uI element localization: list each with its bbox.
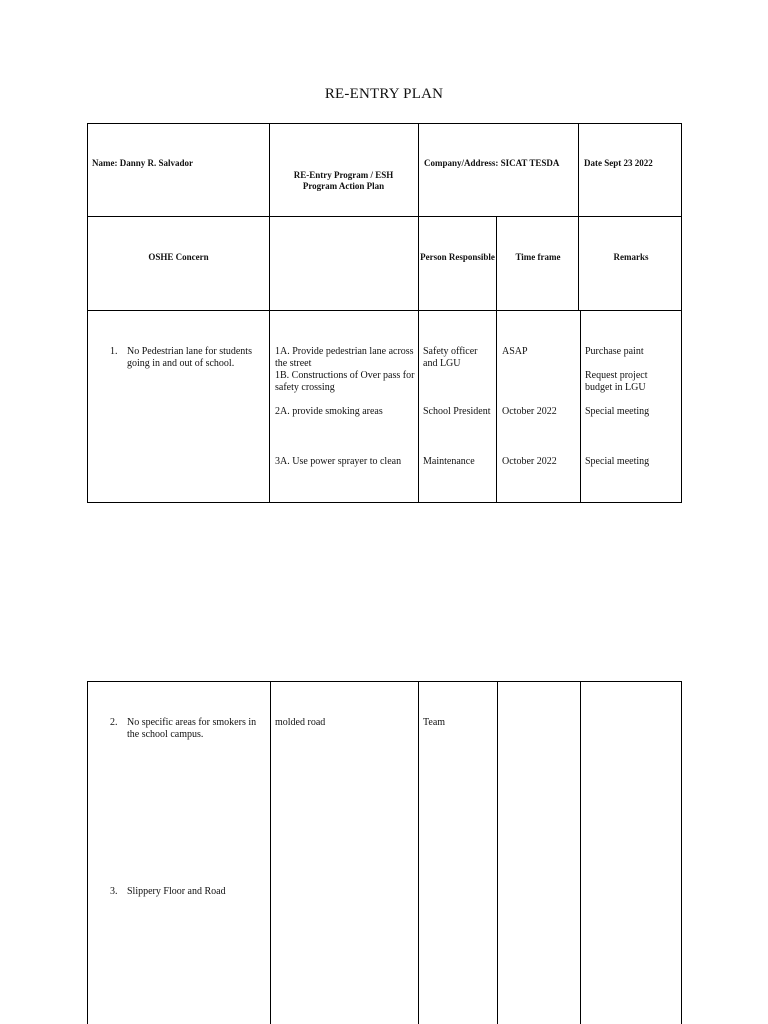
col-header-person: Person Responsible xyxy=(420,252,495,262)
table-border-left xyxy=(87,123,88,503)
table-col-divider xyxy=(580,681,581,1024)
name-field: Name: Danny R. Salvador xyxy=(92,158,194,168)
remark-1b: Request project budget in LGU xyxy=(585,370,648,393)
table-border-top xyxy=(87,123,682,124)
table-row-divider xyxy=(87,310,682,311)
action-1b: 1B. Constructions of Over pass for safety crossing xyxy=(275,370,415,393)
remark-1a: Purchase paint xyxy=(585,346,644,357)
concern-number: 3. xyxy=(110,886,118,897)
action-text: molded road xyxy=(275,717,326,728)
table-border-right xyxy=(681,681,682,1024)
col-header-timeframe: Time frame xyxy=(515,252,561,262)
table-col-divider xyxy=(580,310,581,503)
table-col-divider xyxy=(269,123,270,503)
timeframe-3: October 2022 xyxy=(502,456,557,467)
remark-3: Special meeting xyxy=(585,456,650,467)
table-col-divider xyxy=(578,123,579,311)
table-border-left xyxy=(87,681,88,1024)
person-3: Maintenance xyxy=(423,456,475,467)
action-3a: 3A. Use power sprayer to clean xyxy=(275,456,402,467)
concern-number: 1. xyxy=(110,346,118,357)
concern-text: No specific areas for smokers in the school campus. xyxy=(127,717,257,740)
action-1a: 1A. Provide pedestrian lane across the street xyxy=(275,346,414,369)
timeframe-2: October 2022 xyxy=(502,406,557,417)
table-col-divider xyxy=(270,681,271,1024)
col-header-concern: OSHE Concern xyxy=(148,252,209,262)
table-border-right xyxy=(681,123,682,503)
concern-text: No Pedestrian lane for students going in and out of school. xyxy=(127,346,252,369)
table-row-divider xyxy=(87,216,682,217)
person-1: Safety officer and LGU xyxy=(423,346,478,369)
table-border-bottom xyxy=(87,502,682,503)
person-2: School President xyxy=(423,406,491,417)
table-col-divider xyxy=(497,681,498,1024)
person-text: Team xyxy=(423,717,446,728)
date-field: Date Sept 23 2022 xyxy=(584,158,653,168)
table-border-top xyxy=(87,681,682,682)
concern-number: 2. xyxy=(110,717,118,728)
col-header-remarks: Remarks xyxy=(613,252,649,262)
timeframe-1: ASAP xyxy=(502,346,528,357)
concern-text: Slippery Floor and Road xyxy=(127,886,226,897)
page-title: RE-ENTRY PLAN xyxy=(324,86,444,102)
remark-2: Special meeting xyxy=(585,406,650,417)
company-field: Company/Address: SICAT TESDA xyxy=(424,158,560,168)
action-2a: 2A. provide smoking areas xyxy=(275,406,383,417)
program-title: RE-Entry Program / ESH Program Action Plan xyxy=(293,170,394,191)
table-col-divider xyxy=(418,123,419,503)
table-col-divider xyxy=(418,681,419,1024)
